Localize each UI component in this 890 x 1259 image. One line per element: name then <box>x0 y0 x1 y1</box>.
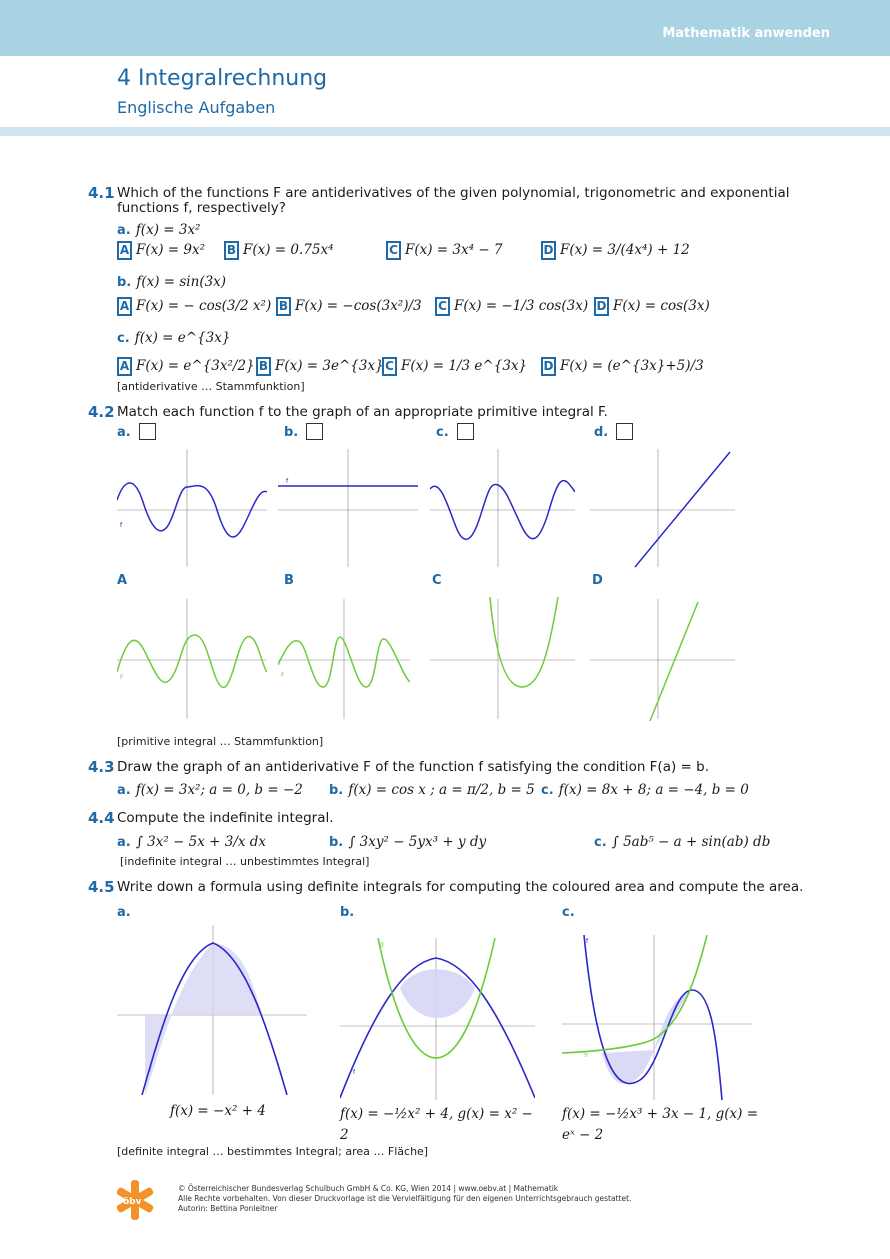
svg-text:öbv: öbv <box>123 1197 142 1207</box>
curve-label: f <box>353 1069 356 1076</box>
curve-label: f <box>586 938 589 945</box>
option[interactable]: A F(x) = e^{3x²/2} <box>117 355 255 376</box>
formula-c-cont: eˣ − 2 <box>562 1127 604 1143</box>
formula-a: f(x) = −x² + 4 <box>170 1103 266 1119</box>
graph-A <box>117 597 267 721</box>
exercise-text: Compute the indefinite integral. <box>117 810 334 826</box>
curve-label: F <box>120 674 124 681</box>
curve-label: f <box>286 478 289 485</box>
graph-d <box>590 447 735 569</box>
exercise-number: 4.3 <box>88 758 115 776</box>
graph-b <box>278 447 418 569</box>
graph-area-b <box>340 938 535 1100</box>
glossary-note: [primitive integral … Stammfunktion] <box>117 735 324 748</box>
graph-area-a <box>117 925 307 1095</box>
option[interactable]: C F(x) = −1/3 cos(3x) <box>435 295 588 316</box>
part-label: a. <box>117 223 131 238</box>
option[interactable]: D F(x) = 3/(4x⁴) + 12 <box>541 239 690 260</box>
exercise-number: 4.1 <box>88 184 115 202</box>
exercise-number: 4.2 <box>88 403 115 421</box>
option[interactable]: C F(x) = 3x⁴ − 7 <box>386 239 503 260</box>
curve-label: f <box>149 1066 152 1073</box>
graph-a <box>117 447 267 569</box>
glossary-note: [indefinite integral … unbestimmtes Integral] <box>120 855 370 868</box>
header-section-label: Mathematik anwenden <box>662 26 830 41</box>
option[interactable]: D F(x) = cos(3x) <box>594 295 710 316</box>
exercise-text: Which of the functions F are antiderivatives of the given polynomial, trigonometric and exponential <box>117 185 790 201</box>
part-b: b. f(x) = sin(3x) <box>117 274 227 290</box>
page-title: 4 Integralrechnung <box>117 66 328 91</box>
answer-box[interactable] <box>616 423 633 440</box>
function-definition: f(x) = 3x² <box>135 222 201 238</box>
option[interactable]: A F(x) = 9x² <box>117 239 205 260</box>
page-subtitle: Englische Aufgaben <box>117 98 276 117</box>
part-a <box>117 219 200 238</box>
option[interactable]: A F(x) = − cos(3/2 x²) <box>117 295 271 316</box>
curve-label: f <box>120 522 123 529</box>
exercise-number: 4.4 <box>88 809 115 827</box>
curve-label: g <box>380 941 384 948</box>
header-rule <box>0 127 890 136</box>
curve-label: F <box>281 672 285 679</box>
exercise-text: functions f, respectively? <box>117 200 286 216</box>
formula-b-cont: 2 <box>340 1127 349 1143</box>
graph-D <box>590 597 735 721</box>
option[interactable]: B F(x) = −cos(3x²)/3 <box>276 295 422 316</box>
answer-box[interactable] <box>139 423 156 440</box>
graph-area-c <box>562 935 752 1100</box>
part-c: c. f(x) = e^{3x} <box>117 330 231 346</box>
footer-copyright: © Österreichischer Bundesverlag Schulbuch GmbH & Co. KG, Wien 2014 | www.oebv.at | Mathematik <box>178 1184 559 1193</box>
graph-c <box>430 447 575 569</box>
publisher-logo <box>115 1180 155 1220</box>
option[interactable]: B F(x) = 0.75x⁴ <box>224 239 334 260</box>
exercise-text: Draw the graph of an antiderivative F of the function f satisfying the condition F(a) = b. <box>117 759 709 775</box>
option[interactable]: D F(x) = (e^{3x}+5)/3 <box>541 355 704 376</box>
answer-box[interactable] <box>457 423 474 440</box>
exercise-text: Write down a formula using definite integrals for computing the coloured area and compute the area. <box>117 879 804 895</box>
glossary-note: [antiderivative … Stammfunktion] <box>117 380 305 393</box>
exercise-number: 4.5 <box>88 878 115 896</box>
exercise-text: Match each function f to the graph of an appropriate primitive integral F. <box>117 404 608 420</box>
curve-label: g <box>584 1050 588 1057</box>
graph-B <box>278 597 410 721</box>
glossary-note: [definite integral … bestimmtes Integral; area … Fläche] <box>117 1145 429 1158</box>
footer-author: Autorin: Bettina Ponleitner <box>178 1204 278 1213</box>
option[interactable]: C F(x) = 1/3 e^{3x} <box>382 355 527 376</box>
option[interactable]: B F(x) = 3e^{3x} <box>256 355 384 376</box>
answer-box[interactable] <box>306 423 323 440</box>
formula-c: f(x) = −½x³ + 3x − 1, g(x) = <box>562 1106 759 1122</box>
formula-b: f(x) = −½x² + 4, g(x) = x² − <box>340 1106 533 1122</box>
footer-rights: Alle Rechte vorbehalten. Von dieser Druckvorlage ist die Vervielfältigung für den eigenen Unterrichtsgebrauch gestattet. <box>178 1194 632 1203</box>
graph-C <box>430 597 575 721</box>
